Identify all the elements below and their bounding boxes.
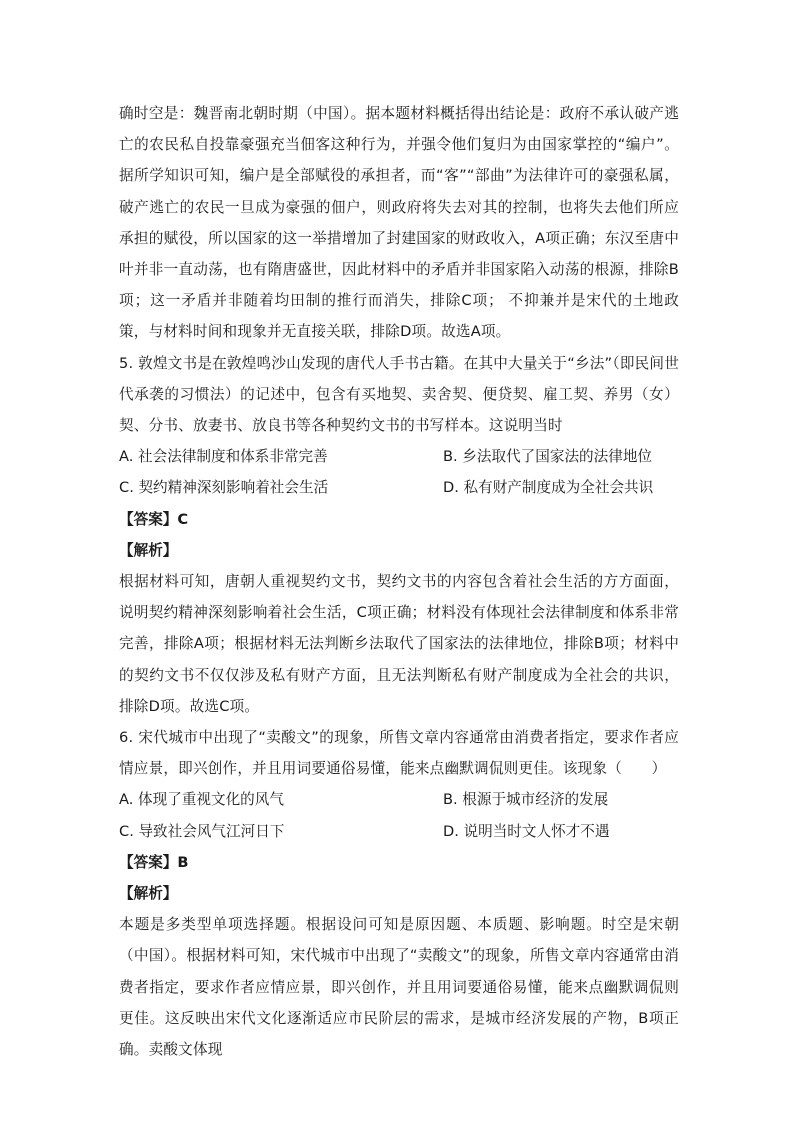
question-5-analysis: 根据材料可知，唐朝人重视契约文书，契约文书的内容包含着社会生活的方方面面，说明契约精神深刻影响着社会生活，C项正确；材料没有体现社会法律制度和体系非常完善，排除A项；根据材料无法判断乡法取代了国家法的法律地位，排除B项；材料中的契约文书不仅仅涉及私有财产方面，且无法判断私有财产制度成为全社会的共识，排除D项。故选C项。 xyxy=(119,573,679,715)
question-6-option-b: B. 根源于城市经济的发展 xyxy=(443,791,609,809)
prev-question-explanation: 确时空是：魏晋南北朝时期（中国）。据本题材料概括得出结论是：政府不承认破产逃亡的农民私自投靠豪强充当佃客这种行为，并强令他们复归为由国家掌控的“编户”。据所学知识可知，编户是全部赋役的承担者，而“客”“部曲”为法律许可的豪强私属，破产逃亡的农民一旦成为豪强的佃户，则政府将失去对其的控制，也将失去他们所应承担的赋役，所以国家的这一举措增加了封建国家的财政收入，A项正确；东汉至唐中叶并非一直动荡，也有隋唐盛世，因此材料中的矛盾并非国家陷入动荡的根源，排除B项；这一矛盾并非随着均田制的推行而消失，排除C项； 不抑兼并是宋代的土地政策，与材料时间和现象并无直接关联，排除D项。故选A项。 xyxy=(119,105,679,341)
question-6-option-d: D. 说明当时文人怀才不遇 xyxy=(443,822,610,840)
question-6-option-a: A. 体现了重视文化的风气 xyxy=(119,791,284,809)
question-6-analysis: 本题是多类型单项选择题。根据设问可知是原因题、本质题、影响题。时空是宋朝（中国）。根据材料可知，宋代城市中出现了“卖酸文”的现象，所售文章内容通常由消费者指定，要求作者应情应景，即兴创作，并且用词要通俗易懂，能来点幽默调侃则更佳。这反映出宋代文化逐渐适应市民阶层的需求，是城市经济发展的产物，B项正确。卖酸文体现 xyxy=(119,916,679,1059)
question-6 xyxy=(119,722,679,1065)
question-6-options xyxy=(119,784,679,846)
question-5-option-c: C. 契约精神深刻影响着社会生活 xyxy=(119,479,329,497)
question-6-answer: 【答案】B xyxy=(119,853,189,871)
question-5 xyxy=(119,348,679,722)
question-6-stem: 6. 宋代城市中出现了“卖酸文”的现象，所售文章内容通常由消费者指定，要求作者应情应景，即兴创作，并且用词要通俗易懂，能来点幽默调侃则更佳。该现象（ ） xyxy=(119,729,679,778)
question-5-option-a: A. 社会法律制度和体系非常完善 xyxy=(119,448,328,466)
question-5-answer: 【答案】C xyxy=(119,510,189,528)
question-5-analysis-label: 【解析】 xyxy=(119,541,178,559)
question-5-option-d: D. 私有财产制度成为全社会共识 xyxy=(443,479,654,497)
question-5-option-b: B. 乡法取代了国家法的法律地位 xyxy=(443,448,653,466)
question-6-analysis-label: 【解析】 xyxy=(119,885,178,903)
question-5-stem: 5. 敦煌文书是在敦煌鸣沙山发现的唐代人手书古籍。在其中大量关于“乡法”（即民间世代承袭的习惯法）的记述中，包含有买地契、卖舍契、便贷契、雇工契、养男（女）契、分书、放妻书、放良书等各种契约文书的书写样本。这说明当时 xyxy=(119,354,679,435)
question-5-options xyxy=(119,441,679,503)
question-6-option-c: C. 导致社会风气江河日下 xyxy=(119,822,285,840)
document-page xyxy=(119,98,679,1065)
